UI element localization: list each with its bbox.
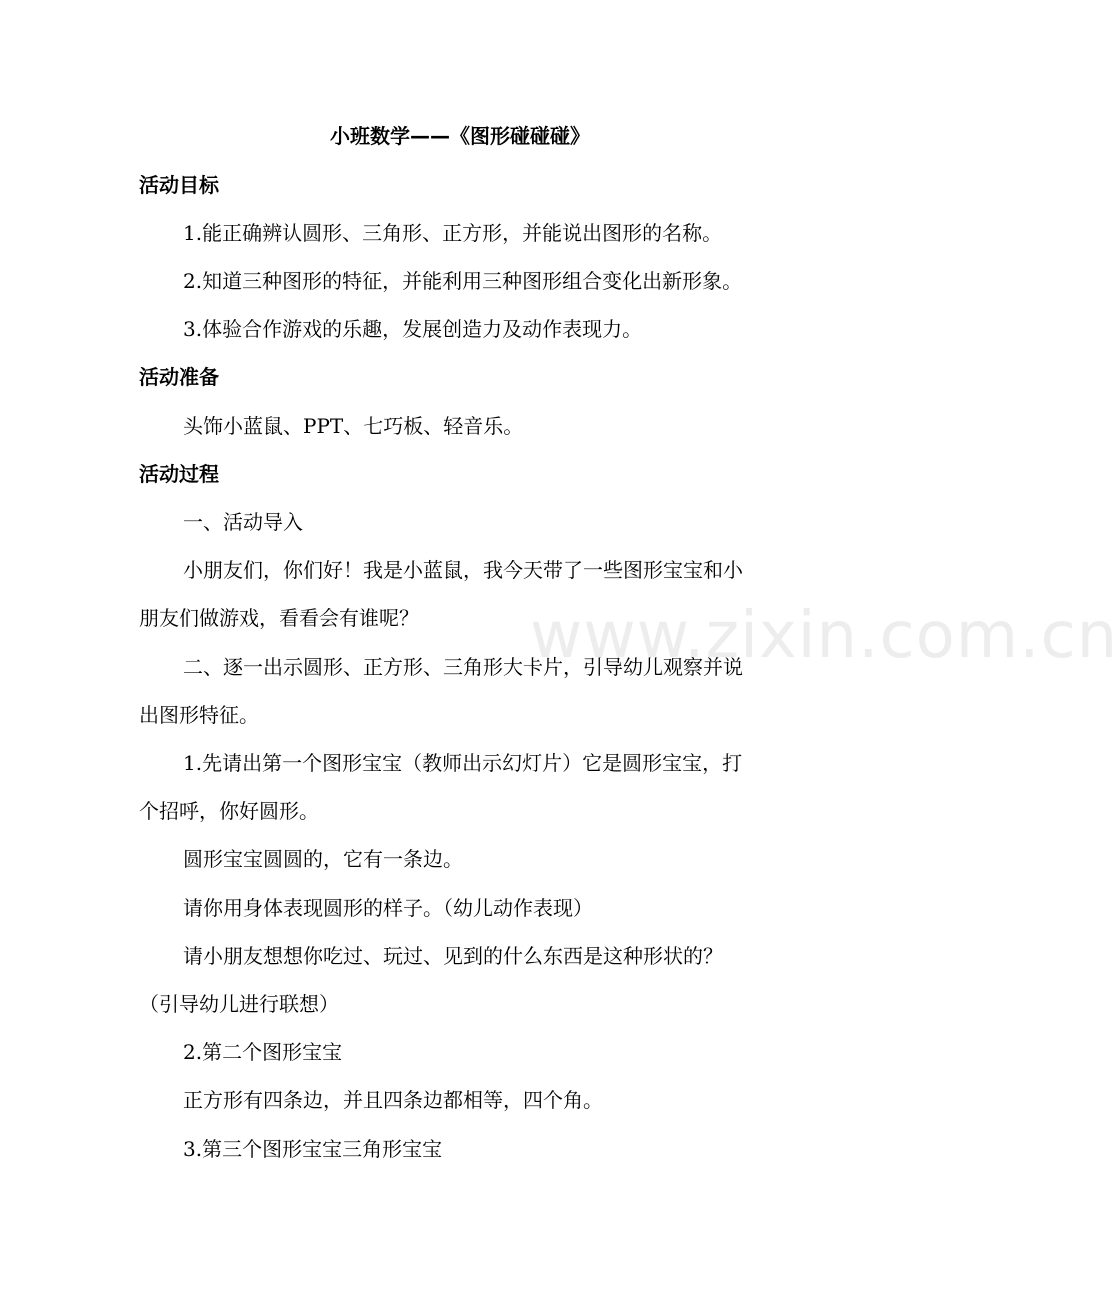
section-heading-goals: 活动目标 [139,173,219,197]
process-line: 2.第二个图形宝宝 [183,1040,343,1064]
goal-item: 1.能正确辨认圆形、三角形、正方形，并能说出图形的名称。 [183,221,723,245]
process-line: 1.先请出第一个图形宝宝（教师出示幻灯片）它是圆形宝宝，打 [183,751,743,775]
process-line: 小朋友们，你们好！我是小蓝鼠，我今天带了一些图形宝宝和小 [183,558,743,582]
process-line: 请小朋友想想你吃过、玩过、见到的什么东西是这种形状的？ [183,944,723,968]
process-line: 请你用身体表现圆形的样子。（幼儿动作表现） [183,896,593,920]
section-heading-preparation: 活动准备 [139,365,219,389]
process-line: 朋友们做游戏，看看会有谁呢？ [139,606,419,630]
preparation-text: 头饰小蓝鼠、PPT、七巧板、轻音乐。 [183,414,524,438]
goal-item: 3.体验合作游戏的乐趣，发展创造力及动作表现力。 [183,317,643,341]
process-line: 正方形有四条边，并且四条边都相等，四个角。 [183,1088,603,1112]
process-line: 3.第三个图形宝宝三角形宝宝 [183,1137,443,1161]
process-line: 出图形特征。 [139,703,259,727]
goal-item: 2.知道三种图形的特征，并能利用三种图形组合变化出新形象。 [183,269,743,293]
process-line: 二、逐一出示圆形、正方形、三角形大卡片，引导幼儿观察并说 [183,655,743,679]
watermark: www.zixin.com.cn [530,599,1118,673]
process-line: 圆形宝宝圆圆的，它有一条边。 [183,847,463,871]
process-line: 一、活动导入 [183,510,303,534]
document-title: 小班数学——《图形碰碰碰》 [330,124,590,148]
process-line: （引导幼儿进行联想） [139,992,339,1016]
process-line: 个招呼，你好圆形。 [139,799,319,823]
section-heading-process: 活动过程 [139,462,219,486]
